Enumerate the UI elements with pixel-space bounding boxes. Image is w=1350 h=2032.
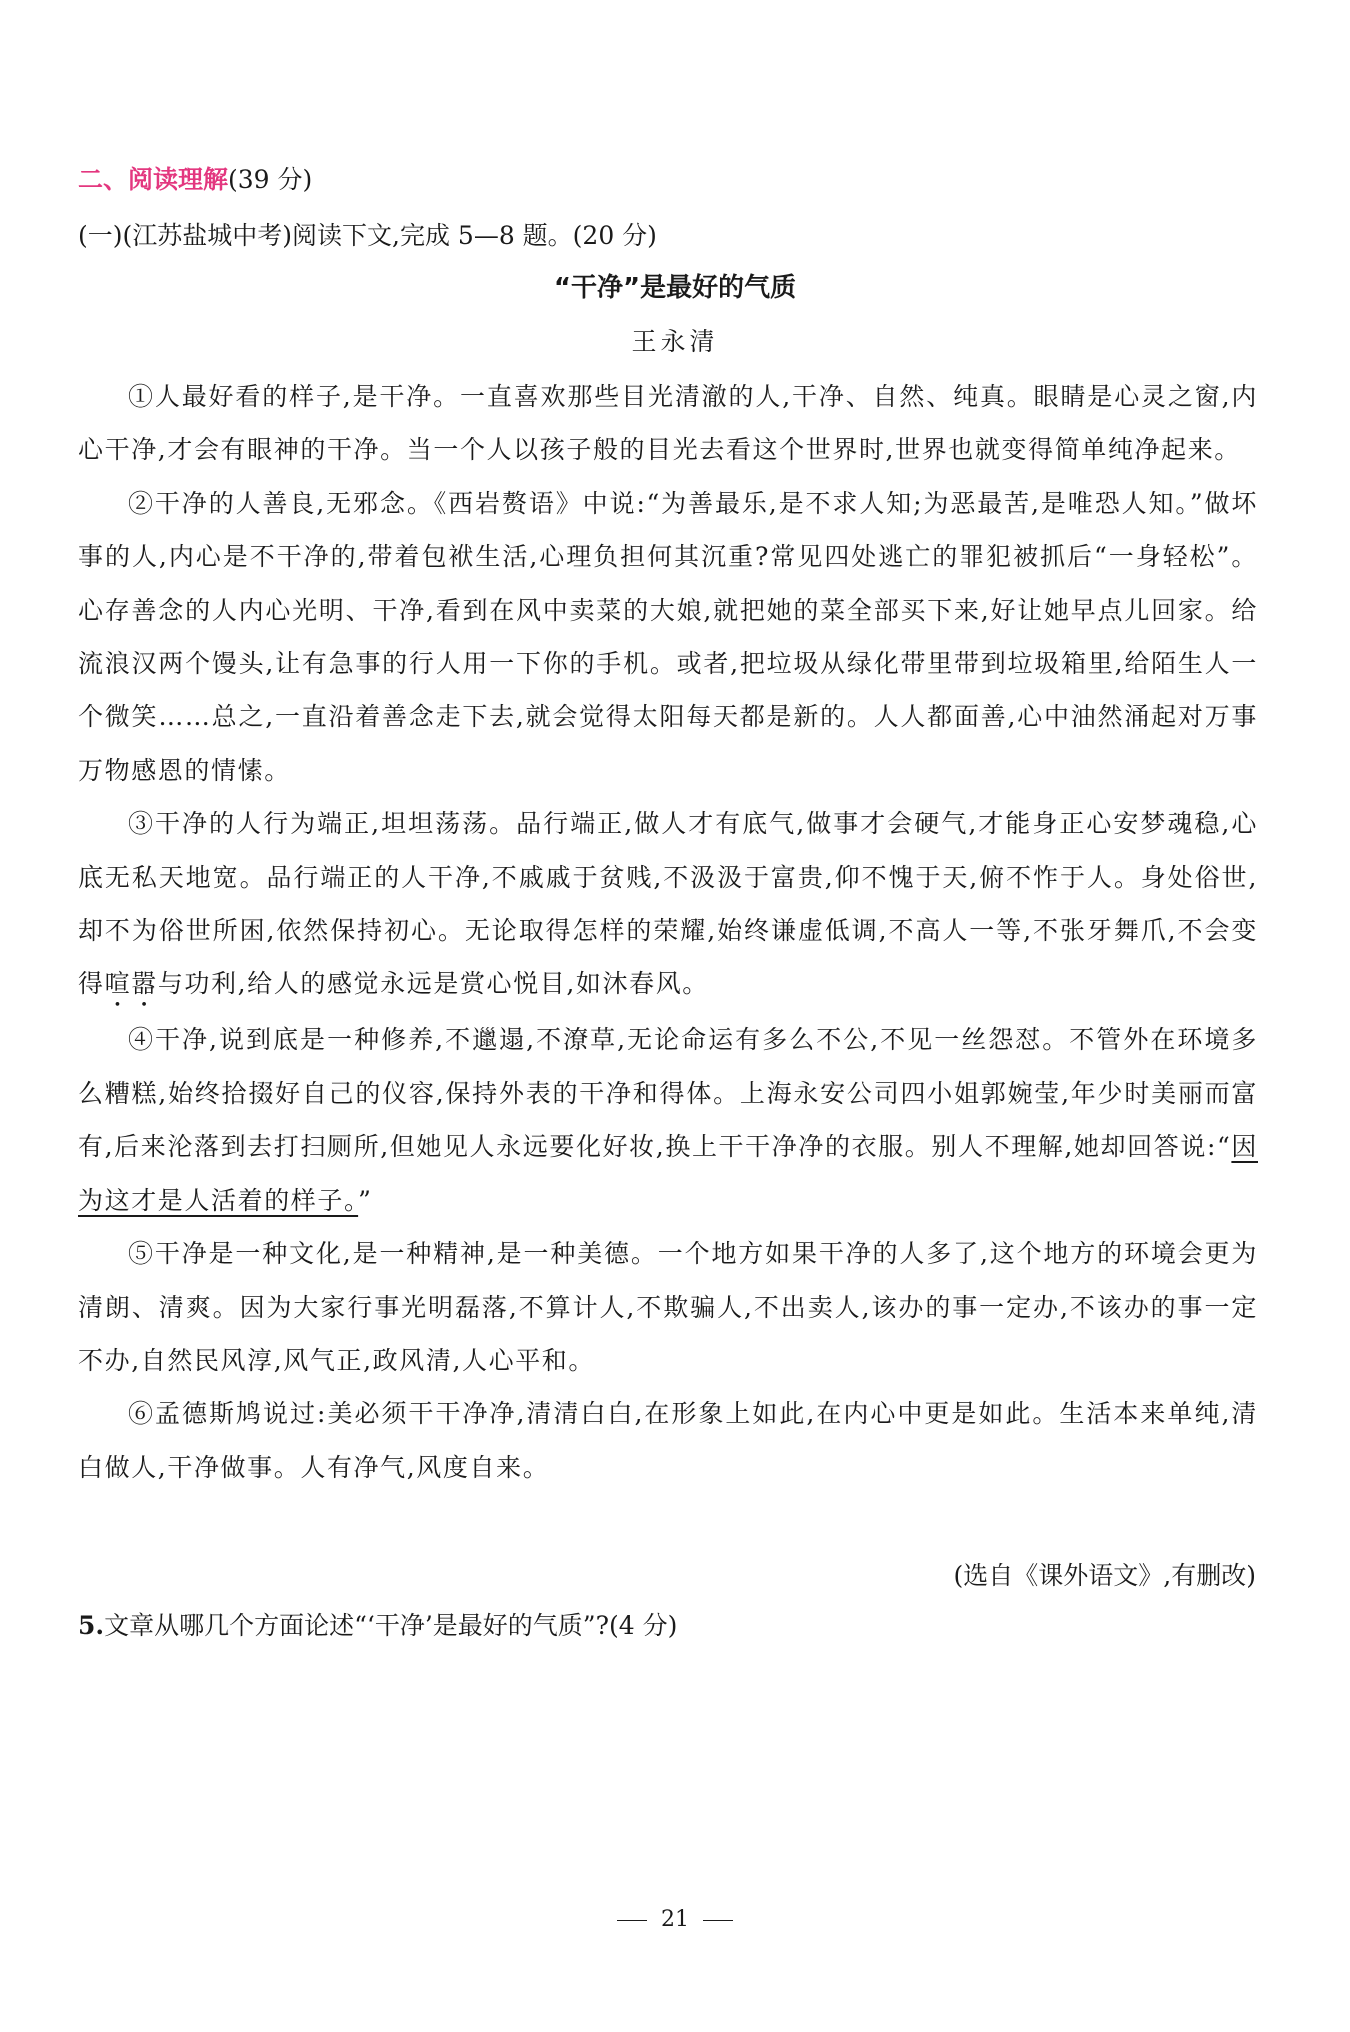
article-title: “干净”是最好的气质 — [553, 273, 797, 303]
paragraph-5: ⑤干净是一种文化,是一种精神,是一种美德。一个地方如果干净的人多了,这个地方的环境会更为清朗、清爽。因为大家行事光明磊落,不算计人,不欺骗人,不出卖人,该办的事一定办,不该办的事一定不办,自然民风淳,风气正,政风清,人心平和。 — [78, 1239, 1258, 1375]
footer-dash-right — [703, 1920, 733, 1921]
article-author: 王永清 — [631, 327, 719, 356]
section-label: 二、阅读理解 — [78, 165, 229, 194]
emphasized-word: 喧嚣 — [104, 969, 158, 999]
paragraph-4-text-before: ④干净,说到底是一种修养,不邋遢,不潦草,无论命运有多么不公,不见一丝怨怼。不管外在环境多么糟糕,始终拾掇好自己的仪容,保持外表的干净和得体。上海永安公司四小姐郭婉莹,年少时美丽而富有,后来沦落到去打扫厕所,但她见人永远要化好妆,换上干干净净的衣服。别人不理解,她却回答说:“ — [78, 1025, 1258, 1162]
page-number: 21 — [661, 1907, 689, 1932]
subsection-instruction: (一)(江苏盐城中考)阅读下文,完成 5—8 题。(20 分) — [78, 221, 657, 250]
article-source: (选自《课外语文》,有删改) — [953, 1561, 1256, 1590]
paragraph-3 — [78, 797, 1258, 1013]
question-number: 5. — [78, 1611, 105, 1640]
page-footer — [0, 1905, 1350, 1935]
section-score: (39 分) — [228, 165, 313, 194]
paragraph-4 — [78, 1013, 1258, 1227]
paragraph-4-text-after: ” — [358, 1185, 373, 1215]
paragraph-3-text-before: ③干净的人行为端正,坦坦荡荡。品行端正,做人才有底气,做事才会硬气,才能身正心安梦魂稳,心底无私天地宽。品行端正的人干净,不戚戚于贫贱,不汲汲于富贵,仰不愧于天,俯不怍于人。身处俗世,却不为俗世所困,依然保持初心。无论取得怎样的荣耀,始终谦虚低调,不高人一等,不张牙舞爪,不会变得 — [78, 809, 1258, 999]
underlined-sentence: 因为这才是人活着的样子。 — [78, 1132, 1258, 1215]
paragraph-6: ⑥孟德斯鸠说过:美必须干干净净,清清白白,在形象上如此,在内心中更是如此。生活本来单纯,清白做人,干净做事。人有净气,风度自来。 — [78, 1399, 1258, 1482]
paragraph-3-text-after: 与功利,给人的感觉永远是赏心悦目,如沐春风。 — [157, 969, 709, 999]
question-text: 文章从哪几个方面论述“‘干净’是最好的气质”?(4 分) — [104, 1611, 678, 1640]
paragraph-2: ②干净的人善良,无邪念。《西岩赘语》中说:“为善最乐,是不求人知;为恶最苦,是唯恐人知。”做坏事的人,内心是不干净的,带着包袱生活,心理负担何其沉重?常见四处逃亡的罪犯被抓后“一身轻松”。心存善念的人内心光明、干净,看到在风中卖菜的大娘,就把她的菜全部买下来,好让她早点儿回家。给流浪汉两个馒头,让有急事的行人用一下你的手机。或者,把垃圾从绿化带里带到垃圾箱里,给陌生人一个微笑……总之,一直沿着善念走下去,就会觉得太阳每天都是新的。人人都面善,心中油然涌起对万事万物感恩的情愫。 — [78, 488, 1258, 785]
article-body — [78, 370, 1258, 1494]
section-heading — [78, 160, 312, 200]
question-5 — [78, 1606, 677, 1646]
paragraph-1: ①人最好看的样子,是干净。一直喜欢那些目光清澈的人,干净、自然、纯真。眼睛是心灵之窗,内心干净,才会有眼神的干净。当一个人以孩子般的目光去看这个世界时,世界也就变得简单纯净起来。 — [78, 382, 1258, 465]
footer-dash-left — [617, 1920, 647, 1921]
